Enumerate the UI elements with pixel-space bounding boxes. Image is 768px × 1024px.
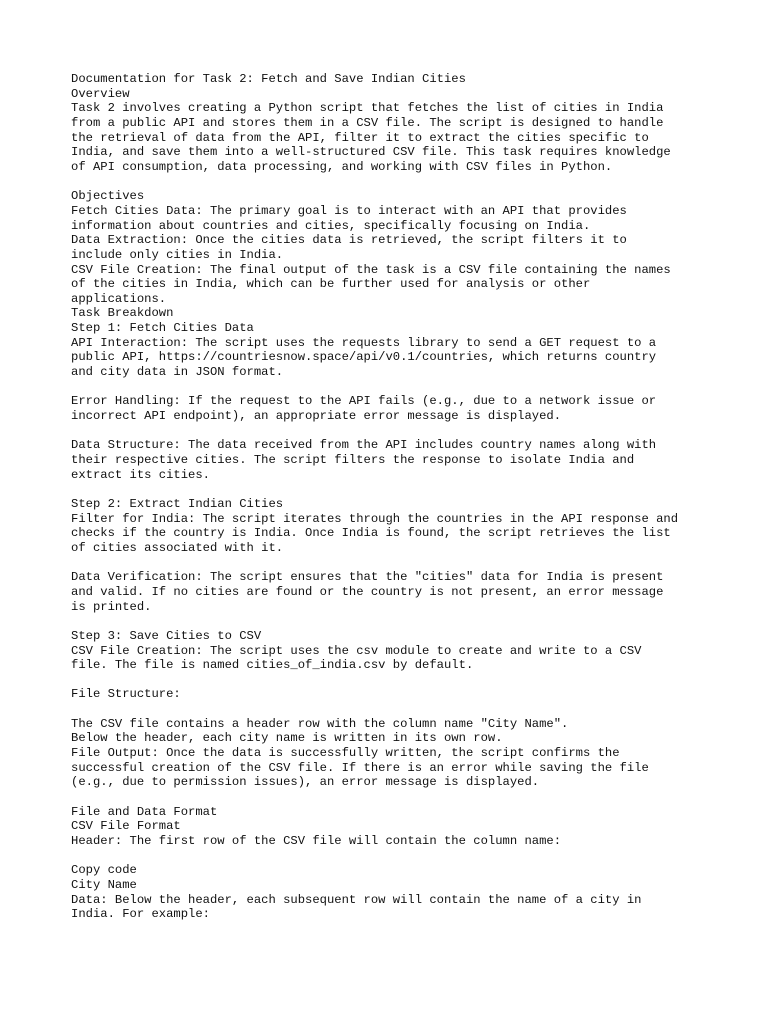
text-line: Overview xyxy=(71,86,130,101)
blank-line xyxy=(71,849,721,864)
text-line: public API, https://countriesnow.space/api/v0.1/countries, which returns country xyxy=(71,350,657,365)
document-body xyxy=(71,72,721,922)
text-line: Data Verification: The script ensures that the "cities" data for India is present xyxy=(71,570,664,585)
text-line: and city data in JSON format. xyxy=(71,365,284,380)
text-line: Data Structure: The data received from the API includes country names along with xyxy=(71,438,657,453)
blank-line xyxy=(71,175,721,190)
text-line: Error Handling: If the request to the API fails (e.g., due to a network issue or xyxy=(71,394,657,409)
text-line: India, and save them into a well-structured CSV file. This task requires knowledge xyxy=(71,145,671,160)
blank-line xyxy=(71,556,721,571)
blank-line xyxy=(71,614,721,629)
text-line: API Interaction: The script uses the requests library to send a GET request to a xyxy=(71,335,657,350)
text-line: Step 3: Save Cities to CSV xyxy=(71,628,262,643)
text-line: their respective cities. The script filters the response to isolate India and xyxy=(71,453,635,468)
text-line: from a public API and stores them in a CSV file. The script is designed to handle xyxy=(71,115,664,130)
text-line: File Structure: xyxy=(71,687,181,702)
text-line: Data Extraction: Once the cities data is retrieved, the script filters it to xyxy=(71,233,627,248)
text-line: Header: The first row of the CSV file will contain the column name: xyxy=(71,833,562,848)
text-line: of API consumption, data processing, and working with CSV files in Python. xyxy=(71,159,613,174)
text-line: of cities associated with it. xyxy=(71,540,284,555)
blank-line xyxy=(71,673,721,688)
text-line: Task Breakdown xyxy=(71,306,174,321)
blank-line xyxy=(71,702,721,717)
text-line: of the cities in India, which can be further used for analysis or other xyxy=(71,277,591,292)
text-line: File and Data Format xyxy=(71,804,218,819)
text-line: (e.g., due to permission issues), an error message is displayed. xyxy=(71,775,540,790)
text-line: Fetch Cities Data: The primary goal is to interact with an API that provides xyxy=(71,203,627,218)
text-line: include only cities in India. xyxy=(71,247,284,262)
text-line: Documentation for Task 2: Fetch and Save Indian Cities xyxy=(71,72,466,86)
text-line: City Name xyxy=(71,877,137,892)
text-line: Step 2: Extract Indian Cities xyxy=(71,496,284,511)
blank-line xyxy=(71,482,721,497)
text-line: successful creation of the CSV file. If there is an error while saving the file xyxy=(71,760,649,775)
text-line: File Output: Once the data is successfully written, the script confirms the xyxy=(71,746,620,761)
blank-line xyxy=(71,424,721,439)
text-line: file. The file is named cities_of_india.csv by default. xyxy=(71,658,474,673)
text-line: The CSV file contains a header row with the column name "City Name". xyxy=(71,716,569,731)
text-line: incorrect API endpoint), an appropriate error message is displayed. xyxy=(71,409,562,424)
text-line: is printed. xyxy=(71,599,152,614)
text-line: CSV File Creation: The script uses the csv module to create and write to a CSV xyxy=(71,643,642,658)
text-line: CSV File Creation: The final output of the task is a CSV file containing the names xyxy=(71,262,671,277)
text-line: Filter for India: The script iterates through the countries in the API response and xyxy=(71,511,679,526)
text-line: Data: Below the header, each subsequent row will contain the name of a city in xyxy=(71,892,642,907)
text-line: India. For example: xyxy=(71,907,210,922)
text-line: Below the header, each city name is written in its own row. xyxy=(71,731,503,746)
text-line: Step 1: Fetch Cities Data xyxy=(71,321,254,336)
text-line: Objectives xyxy=(71,189,145,204)
text-line: Task 2 involves creating a Python script that fetches the list of cities in India xyxy=(71,101,664,116)
text-line: information about countries and cities, specifically focusing on India. xyxy=(71,218,591,233)
text-line: checks if the country is India. Once India is found, the script retrieves the list xyxy=(71,526,671,541)
blank-line xyxy=(71,380,721,395)
text-line: CSV File Format xyxy=(71,819,181,834)
blank-line xyxy=(71,790,721,805)
text-line: applications. xyxy=(71,291,167,306)
text-line: extract its cities. xyxy=(71,467,210,482)
text-line: Copy code xyxy=(71,863,137,878)
text-line: the retrieval of data from the API, filter it to extract the cities specific to xyxy=(71,130,649,145)
text-line: and valid. If no cities are found or the country is not present, an error message xyxy=(71,584,664,599)
